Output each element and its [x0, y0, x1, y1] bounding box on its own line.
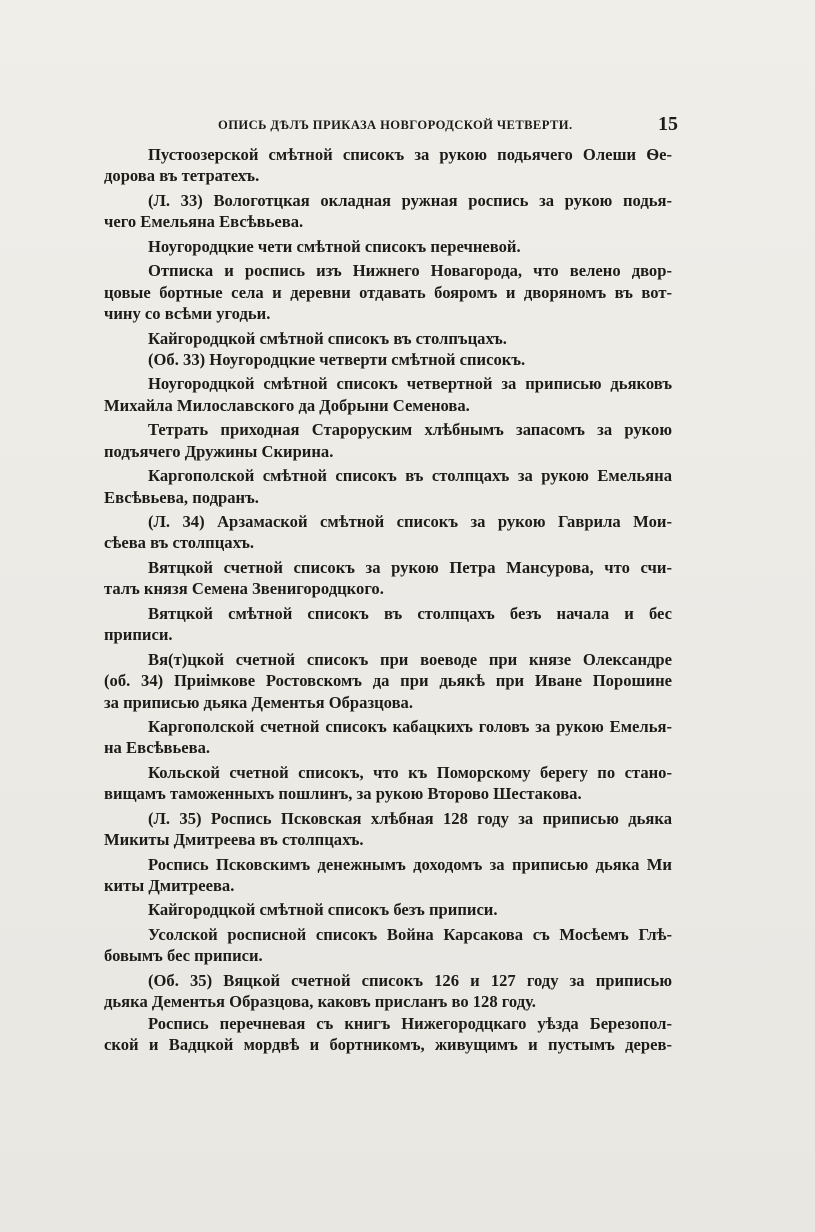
text-line: (Об. 35) Вяцкой счетной списокъ 126 и 127 году за приписью — [148, 970, 672, 990]
text-line: Роспись Псковскимъ денежнымъ доходомъ за приписью дьяка Ми — [148, 854, 672, 874]
text-line: Евсѣвьева, подранъ. — [104, 487, 259, 507]
text-line: ской и Вадцкой мордвѣ и бортникомъ, живущимъ и пустымъ дерев- — [104, 1035, 672, 1055]
text-line: (Л. 35) Роспись Псковская хлѣбная 128 году за приписью дьяка — [148, 808, 672, 828]
text-line: чего Емельяна Евсѣвьева. — [104, 212, 304, 232]
text-line: Кольской счетной списокъ, что къ Поморскому берегу по стано- — [148, 762, 672, 782]
text-line: Кайгородцкой смѣтной списокъ безъ приписи. — [148, 900, 498, 920]
text-line: сѣева въ столпцахъ. — [104, 533, 255, 553]
text-line: Отписка и роспись изъ Нижнего Новагорода, что велено двор- — [148, 261, 672, 281]
text-line: Микиты Дмитреева въ столпцахъ. — [104, 830, 364, 850]
text-line: дьяка Дементья Образцова, каковъ присланъ во 128 году. — [104, 992, 536, 1012]
text-line: Кайгородцкой смѣтной списокъ въ столпъцахъ. — [148, 328, 507, 348]
text-line: подъячего Дружины Скирина. — [104, 441, 334, 461]
text-line: Ноугородцкой смѣтной списокъ четвертной за приписью дьяковъ — [148, 374, 672, 394]
text-line: Вятцкой смѣтной списокъ въ столпцахъ безъ начала и бес — [148, 603, 672, 623]
text-line: Пустоозерской смѣтной списокъ за рукою подьячего Олеши Ѳе- — [148, 145, 672, 164]
text-line: вищамъ таможенныхъ пошлинъ, за рукою Второво Шестакова. — [104, 784, 582, 804]
text-line: (Л. 34) Арзамаской смѣтной списокъ за рукою Гаврила Мои- — [148, 512, 672, 531]
text-line: Михайла Милославского да Добрыни Семенова. — [104, 395, 470, 415]
text-line: Вя(т)цкой счетной списокъ при воеводе при князе Олександре — [148, 649, 672, 669]
text-line: бовымъ бес приписи. — [104, 946, 263, 966]
text-line: Тетрать приходная Староруским хлѣбнымъ запасомъ за рукою — [148, 420, 672, 440]
text-line: цовые бортные села и деревни отдавать бояромъ и дворяномъ въ вот- — [104, 282, 672, 302]
text-line: Каргополской счетной списокъ кабацкихъ головъ за рукою Емелья- — [148, 716, 672, 736]
text-line: (Л. 33) Вологотцкая окладная ружная роспись за рукою подья- — [148, 190, 672, 210]
page-header — [218, 113, 680, 140]
text-line: Ноугородцкие чети смѣтной списокъ перечневой. — [148, 236, 521, 256]
text-line: Вятцкой счетной списокъ за рукою Петра Мансурова, что счи- — [148, 557, 672, 577]
running-head: ОПИСЬ ДѢЛЪ ПРИКАЗА НОВГОРОДСКОЙ ЧЕТВЕРТИ. — [218, 118, 573, 132]
page-number: 15 — [658, 113, 678, 135]
body-text — [104, 144, 672, 1056]
text-line: (об. 34) Приімкове Ростовскомъ да при дьякѣ при Иване Порошине — [104, 671, 672, 691]
text-line: Усолской росписной списокъ Война Карсакова съ Мосѣемъ Глѣ- — [148, 924, 672, 944]
text-line: чину со всѣми угодьи. — [104, 304, 271, 324]
text-line: талъ князя Семена Звенигородцкого. — [104, 579, 384, 599]
text-line: киты Дмитреева. — [104, 876, 235, 895]
text-line: за приписью дьяка Дементья Образцова. — [104, 692, 413, 712]
text-line: Каргополской смѣтной списокъ въ столпцахъ за рукою Емельяна — [148, 466, 672, 486]
text-line: (Об. 33) Ноугородцкие четверти смѣтной списокъ. — [148, 349, 526, 369]
text-line: Роспись перечневая съ книгъ Нижегородцкаго уѣзда Березопол- — [148, 1013, 672, 1033]
text-line: приписи. — [104, 625, 173, 645]
text-line: на Евсѣвьева. — [104, 738, 211, 758]
text-line: дорова въ тетратехъ. — [104, 166, 260, 186]
